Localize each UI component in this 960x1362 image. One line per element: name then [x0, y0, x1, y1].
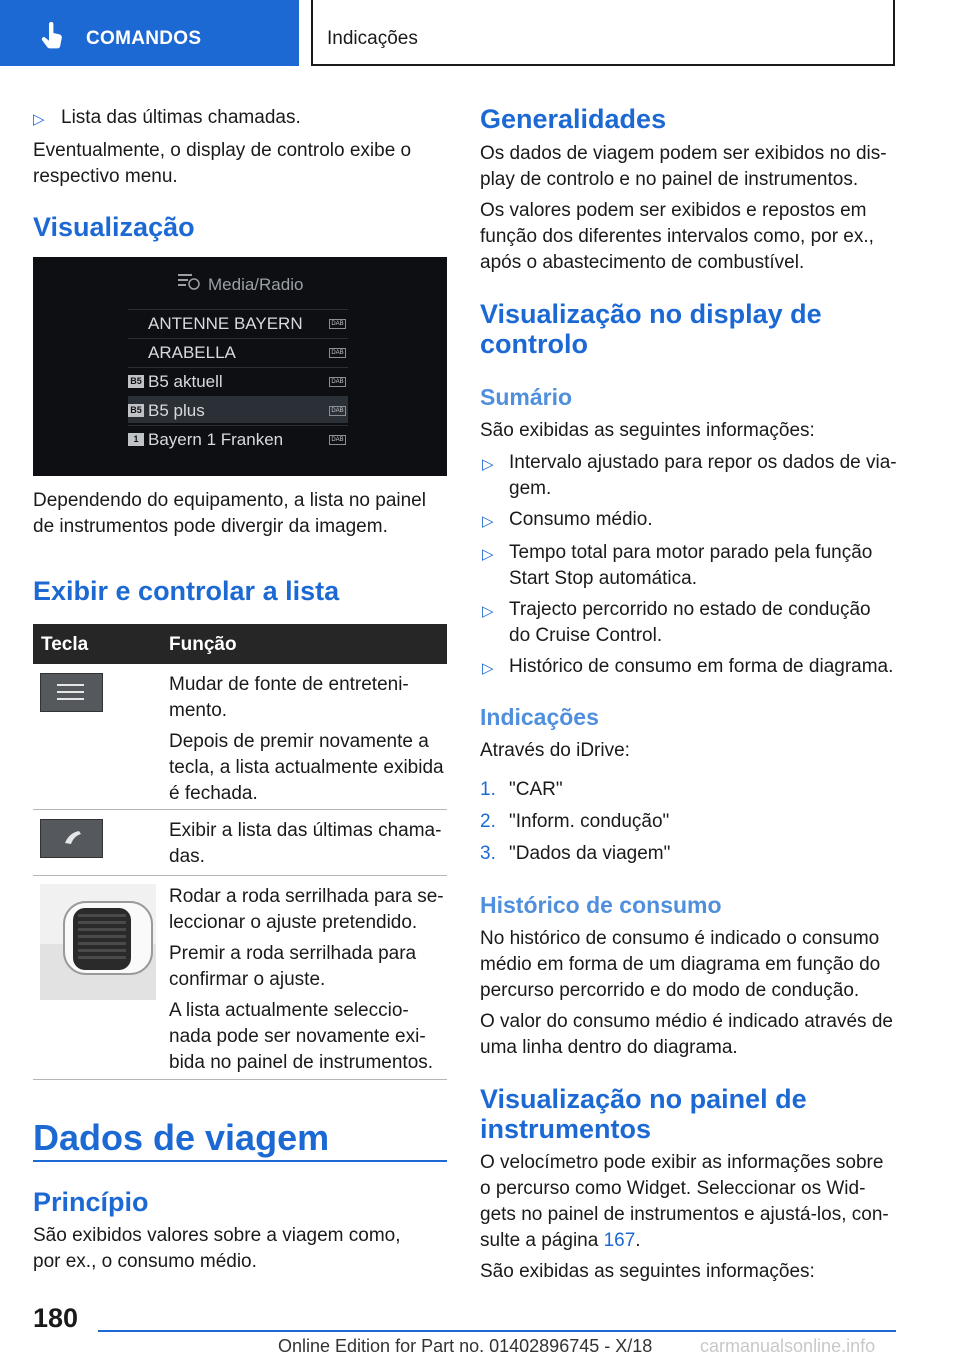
heading-generalidades: Generalidades: [480, 104, 667, 134]
caption-line-1: Dependendo do equipamento, a lista no painel: [33, 490, 426, 511]
hist1-line-1: No histórico de consumo é indicado o consumo: [480, 928, 880, 949]
station-label: B5 plus: [148, 401, 205, 420]
sumario-item-4-line-2: do Cruise Control.: [509, 625, 663, 646]
sumario-item-5: Histórico de consumo em forma de diagrama.: [509, 656, 894, 677]
heading-display-2: controlo: [480, 329, 588, 359]
phone-icon: [40, 819, 103, 858]
media-radio-screenshot: [33, 257, 447, 476]
footer-edition: Online Edition for Part no. 01402896745 - X/18: [278, 1336, 653, 1356]
painel1-line-2: o percurso como Widget. Seleccionar os Wid-: [480, 1178, 866, 1199]
table-row: [33, 810, 447, 876]
station-logo-icon: B5: [128, 404, 144, 417]
bullet-marker: ▷: [482, 456, 494, 473]
painel2: São exibidas as seguintes informações:: [480, 1261, 815, 1282]
header-section-label: Indicações: [327, 28, 418, 49]
header-tab-label: COMANDOS: [86, 28, 202, 49]
station-row-selected: [128, 396, 348, 423]
principio-line-1: São exibidos valores sobre a viagem como,: [33, 1225, 401, 1246]
intro-line-1: Eventualmente, o display de controlo exibe o: [33, 140, 412, 161]
step-number: 1.: [480, 779, 496, 800]
row1-line-2: mento.: [169, 700, 228, 721]
step-number: 3.: [480, 843, 496, 864]
painel1-line-4-text: sulte a página: [480, 1230, 604, 1251]
station-row: [128, 309, 348, 336]
dab-badge: DAB: [329, 377, 346, 387]
dab-badge: DAB: [329, 348, 346, 358]
row1-line-5: é fechada.: [169, 783, 258, 804]
radio-list-icon: [176, 271, 202, 291]
hand-pointer-icon: [40, 22, 66, 50]
footer-rule: [98, 1330, 896, 1332]
row3-line-4: confirmar o ajuste.: [169, 969, 326, 990]
menu-list-icon: [40, 673, 103, 712]
heading-principio: Princípio: [33, 1187, 149, 1217]
bullet-marker: ▷: [482, 660, 494, 677]
row2-line-2: das.: [169, 846, 205, 867]
sumario-intro: São exibidas as seguintes informações:: [480, 420, 815, 441]
step-text: "Inform. condução": [509, 811, 670, 832]
station-label: Bayern 1 Franken: [148, 430, 284, 449]
heading-historico: Histórico de consumo: [480, 892, 722, 918]
step-text: "CAR": [509, 779, 563, 800]
row3-line-6: nada pode ser novamente exi-: [169, 1026, 426, 1047]
watermark: carmanualsonline.info: [700, 1336, 876, 1356]
hist1-line-2: médio em forma de um diagrama em função do: [480, 954, 881, 975]
key-function-table: [33, 624, 447, 1080]
sumario-item-2: Consumo médio.: [509, 509, 653, 530]
dab-badge: DAB: [329, 319, 346, 329]
bullet-marker: ▷: [482, 513, 494, 530]
table-row: [33, 876, 447, 1080]
heading-painel-2: instrumentos: [480, 1114, 652, 1144]
row1-line-1: Mudar de fonte de entreteni-: [169, 674, 409, 695]
painel1-line-4: [480, 1228, 641, 1254]
heading-painel-1: Visualização no painel de: [480, 1084, 807, 1114]
table-header: [33, 624, 447, 664]
station-label: ANTENNE BAYERN: [148, 314, 303, 333]
section-divider: [33, 1160, 447, 1162]
station-logo-icon: B5: [128, 375, 144, 388]
gen1-line-1: Os dados de viagem podem ser exibidos no dis-: [480, 143, 887, 164]
bullet-marker: ▷: [33, 111, 45, 128]
station-row: [128, 338, 348, 365]
intro-line-2: respectivo menu.: [33, 166, 178, 187]
caption-line-2: de instrumentos pode divergir da imagem.: [33, 516, 388, 537]
heading-visualizacao: Visualização: [33, 212, 195, 242]
col-header-funcao: Função: [169, 634, 237, 655]
dab-badge: DAB: [329, 435, 346, 445]
painel1-line-1: O velocímetro pode exibir as informações sobre: [480, 1152, 884, 1173]
indicacoes-intro: Através do iDrive:: [480, 740, 630, 761]
row3-line-2: leccionar o ajuste pretendido.: [169, 912, 418, 933]
sumario-item-1-line-1: Intervalo ajustado para repor os dados de via-: [509, 452, 897, 473]
row3-line-5: A lista actualmente seleccio-: [169, 1000, 409, 1021]
gen1-line-2: play de controlo e no painel de instrumentos.: [480, 169, 859, 190]
heading-indicacoes: Indicações: [480, 704, 599, 730]
station-logo-icon: 1: [128, 433, 144, 446]
gen2-line-1: Os valores podem ser exibidos e repostos em: [480, 200, 867, 221]
sumario-item-4-line-1: Trajecto percorrido no estado de condução: [509, 599, 871, 620]
hist2-line-1: O valor do consumo médio é indicado através de: [480, 1011, 893, 1032]
station-row: [128, 425, 348, 452]
dab-badge: DAB: [329, 406, 346, 416]
heading-sumario: Sumário: [480, 384, 573, 410]
col-header-tecla: Tecla: [41, 634, 89, 655]
gen2-line-2: função dos diferentes intervalos como, por ex.,: [480, 226, 874, 247]
painel1-line-3: gets no painel de instrumentos e ajustá-los, con-: [480, 1204, 889, 1225]
principio-line-2: por ex., o consumo médio.: [33, 1251, 257, 1272]
station-label: ARABELLA: [148, 343, 236, 362]
header-tab: [0, 0, 299, 66]
heading-dados-de-viagem: Dados de viagem: [33, 1117, 330, 1158]
gen2-line-3: após o abastecimento de combustível.: [480, 252, 805, 273]
painel1-line-4-end: .: [635, 1230, 641, 1251]
sumario-item-3-line-2: Start Stop automática.: [509, 568, 697, 589]
table-row: [33, 664, 447, 810]
page-number: 180: [33, 1303, 79, 1333]
row2-line-1: Exibir a lista das últimas chama-: [169, 820, 442, 841]
page-ref-link[interactable]: 167: [603, 1230, 636, 1251]
row1-line-3: Depois de premir novamente a: [169, 731, 429, 752]
bullet-item: Lista das últimas chamadas.: [61, 107, 301, 128]
step-number: 2.: [480, 811, 496, 832]
step-text: "Dados da viagem": [509, 843, 671, 864]
heading-display-1: Visualização no display de: [480, 299, 822, 329]
header-section: [311, 0, 895, 66]
bullet-marker: ▷: [482, 603, 494, 620]
row3-line-7: bida no painel de instrumentos.: [169, 1052, 434, 1073]
row1-line-4: tecla, a lista actualmente exibida: [169, 757, 444, 778]
sumario-item-3-line-1: Tempo total para motor parado pela função: [509, 542, 873, 563]
media-title: Media/Radio: [208, 275, 304, 294]
station-row: [128, 367, 348, 394]
heading-exibir: Exibir e controlar a lista: [33, 576, 340, 606]
row3-line-3: Premir a roda serrilhada para: [169, 943, 417, 964]
bullet-marker: ▷: [482, 546, 494, 563]
sumario-item-1-line-2: gem.: [509, 478, 552, 499]
station-label: B5 aktuell: [148, 372, 223, 391]
hist1-line-3: percurso percorrido e do modo de condução.: [480, 980, 860, 1001]
row3-line-1: Rodar a roda serrilhada para se-: [169, 886, 444, 907]
hist2-line-2: uma linha dentro do diagrama.: [480, 1037, 738, 1058]
thumbwheel-icon: [40, 884, 156, 1000]
